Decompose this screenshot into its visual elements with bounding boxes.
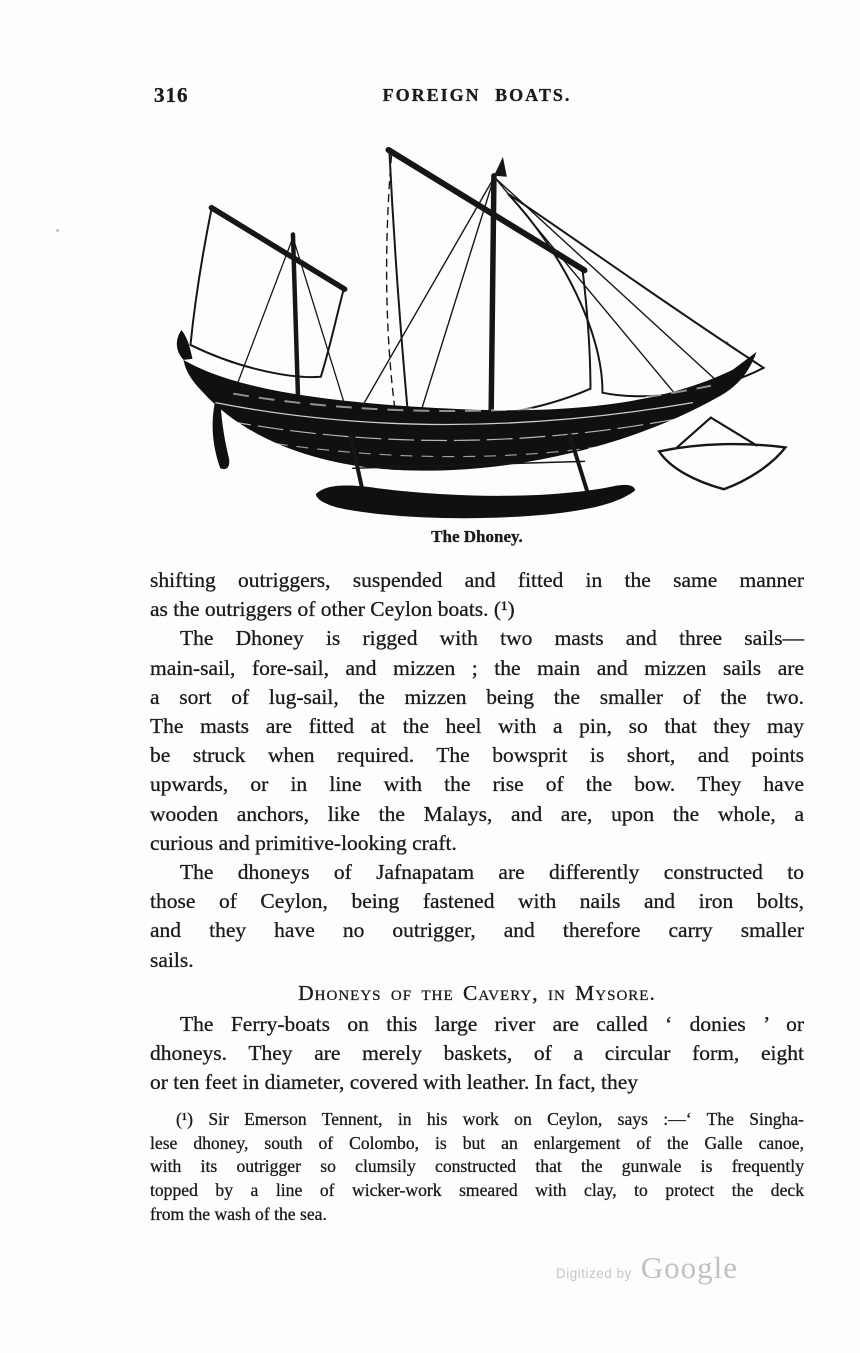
- sails: [190, 153, 763, 419]
- text-line: and they have no outrigger, and therefore carry smaller: [150, 918, 804, 943]
- running-header: FOREIGN BOATS.: [382, 85, 572, 105]
- text-line: The Dhoney is rigged with two masts and three sails—: [180, 626, 804, 651]
- dhoney-illustration: [172, 132, 792, 530]
- footnote: [150, 1108, 804, 1228]
- text-line: wooden anchors, like the Malays, and are, upon the whole, a: [150, 801, 804, 826]
- footnote-line: (¹) Sir Emerson Tennent, in his work on Ceylon, says :—‘ The Singha-: [176, 1108, 804, 1129]
- footnote-line: lese dhoney, south of Colombo, is but an enlargement of the Galle canoe,: [150, 1132, 804, 1153]
- footnote-line: with its outrigger so clumsily constructed that the gunwale is frequently: [150, 1156, 804, 1177]
- print-speck: [725, 341, 728, 344]
- body-text: [150, 566, 804, 1227]
- page-number: 316: [154, 83, 189, 107]
- text-line: as the outriggers of other Ceylon boats. (¹): [150, 597, 515, 622]
- hull-cross-section: [659, 418, 785, 490]
- text-line: a sort of lug-sail, the mizzen being the smaller of the two.: [150, 684, 804, 709]
- watermark-prefix: Digitized by: [556, 1266, 632, 1281]
- footnote-line: topped by a line of wicker-work smeared with clay, to protect the deck: [150, 1180, 804, 1201]
- text-line: main-sail, fore-sail, and mizzen ; the main and mizzen sails are: [150, 655, 804, 680]
- masts: [293, 157, 507, 431]
- footnote-line: from the wash of the sea.: [150, 1204, 327, 1225]
- text-line: be struck when required. The bowsprit is short, and points: [150, 743, 804, 768]
- yards: [211, 150, 584, 289]
- hull: [177, 330, 757, 472]
- text-line: dhoneys. They are merely baskets, of a circular form, eight: [150, 1041, 804, 1066]
- text-line: sails.: [150, 947, 194, 972]
- section-heading: Dhoneys of the Cavery, in Mysore.: [298, 980, 656, 1005]
- google-logo: Google: [640, 1250, 739, 1285]
- text-line: shifting outriggers, suspended and fitted in the same manner: [150, 568, 804, 592]
- text-line: The masts are fitted at the heel with a pin, so that they may: [150, 714, 804, 739]
- text-line: The dhoneys of Jafnapatam are differently constructed to: [180, 860, 804, 885]
- text-line: upwards, or in line with the rise of the bow. They have: [150, 772, 804, 797]
- print-speck: [56, 229, 59, 232]
- text-line: or ten feet in diameter, covered with leather. In fact, they: [150, 1070, 639, 1095]
- text-line: curious and primitive-looking craft.: [150, 830, 457, 855]
- text-line: those of Ceylon, being fastened with nails and iron bolts,: [150, 889, 804, 914]
- figure-caption: The Dhoney.: [431, 527, 523, 546]
- text-line: The Ferry-boats on this large river are called ‘ donies ’ or: [180, 1012, 804, 1037]
- digitized-by-watermark: [556, 1250, 738, 1286]
